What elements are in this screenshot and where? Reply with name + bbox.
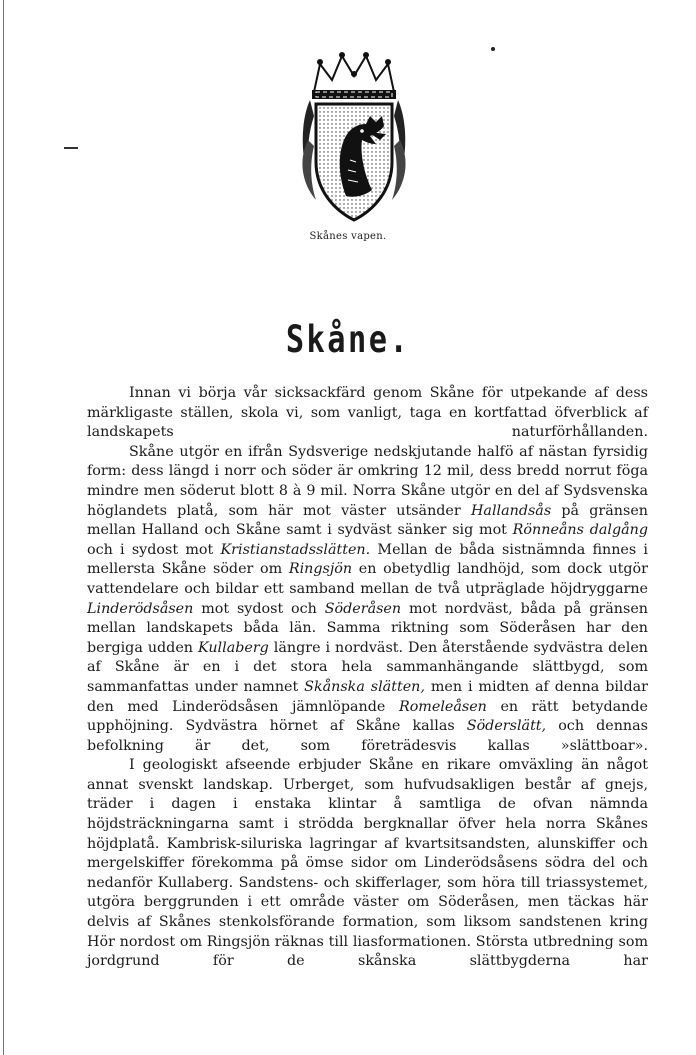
griffin-crest-icon xyxy=(298,50,410,228)
place-name: Kullaberg xyxy=(197,639,269,656)
place-name: Söderslätt, xyxy=(466,718,547,735)
scan-speck xyxy=(491,47,495,51)
place-name: Kristianstadsslätten. xyxy=(220,541,371,558)
article-body xyxy=(87,384,648,972)
paragraph-geology: I geologiskt afseende erbjuder Skåne en rikare omväxling än något annat svenskt landskap. Urberget, som hufvudsakligen består af gnejs, träder i dagen i enstaka klintar å samtliga de ofvan nämnda höjdsträckningarna samt i strödda bergknallar öfver hela norra Skånes höjdplatå. Kambrisk-siluriska lagringar af kvartsitsandsten, alunskiffer och mergelskiffer förekomma på ömse sidor om Linderödsåsens södra del och nedanför Kullaberg. Sandstens- och skifferlager, som höra till triassystemet, utgöra berggrunden i ett område väster om Söderåsen, men täckas här delvis af Skånes stenkolsförande formation, som liksom sandstenen kring Hör nordost om Ringsjön räknas till liasformationen. Största utbredning som jordgrund för de skånska slättbygderna har xyxy=(87,757,648,970)
place-name: Skånska slätten, xyxy=(304,678,425,695)
place-name: Hallandsås xyxy=(470,502,552,519)
place-name: Linderödsåsen xyxy=(87,600,194,617)
paragraph-geography: Skåne utgör en ifrån Sydsverige nedskjutande halfö af nästan fyrsidig form: dess längd i norr och söder är omkring 12 mil, dess bredd norrut föga mindre men söderut blott 8 à 9 mil. Norra Skåne utgör en del af Sydsvenska höglandets platå, som här mot väster utsänder Hallandsås på gränsen mellan Halland och Skåne samt i sydväst sänker sig mot Rönneåns dalgång och i sydost mot Kristianstadsslätten. Mellan de båda sistnämnda finnes i mellersta Skåne söder om Ringsjön en obetydlig landhöjd, som dock utgör vattendelare och bildar ett samband mellan de två utpräglade höjdryggarne Linderödsåsen mot sydost och Söderåsen mot nordväst, båda på gränsen mellan landskapets båda län. Samma riktning som Söderåsen har den bergiga udden Kullaberg längre i nordväst. Den återstående sydvästra delen af Skåne är en i det stora hela sammanhängande slättbygd, som sammanfattas under namnet Skånska slätten, men i midten af denna bildar den med Linderödsåsen jämnlöpande Romeleåsen en rätt betydande upphöjning. Sydvästra hörnet af Skåne kallas Söderslätt, och dennas befolkning är det, som företrädesvis kallas »slättboar». xyxy=(87,443,649,754)
place-name: Söderåsen xyxy=(324,600,402,617)
place-name: Rönneåns dalgång xyxy=(512,522,648,539)
page-title: Skåne. xyxy=(285,318,411,361)
scan-mark xyxy=(64,147,78,149)
place-name: Romeleåsen xyxy=(398,698,487,715)
crest-caption: Skånes vapen. xyxy=(309,231,387,242)
page-edge xyxy=(3,0,4,1055)
coat-of-arms xyxy=(298,50,410,228)
paragraph-intro: Innan vi börja vår sicksackfärd genom Skåne för utpekande af dess märkligaste ställen, skola vi, som vanligt, taga en kortfattad öfverblick af landskapets naturförhållanden. xyxy=(87,385,648,441)
place-name: Ringsjön xyxy=(288,561,353,578)
